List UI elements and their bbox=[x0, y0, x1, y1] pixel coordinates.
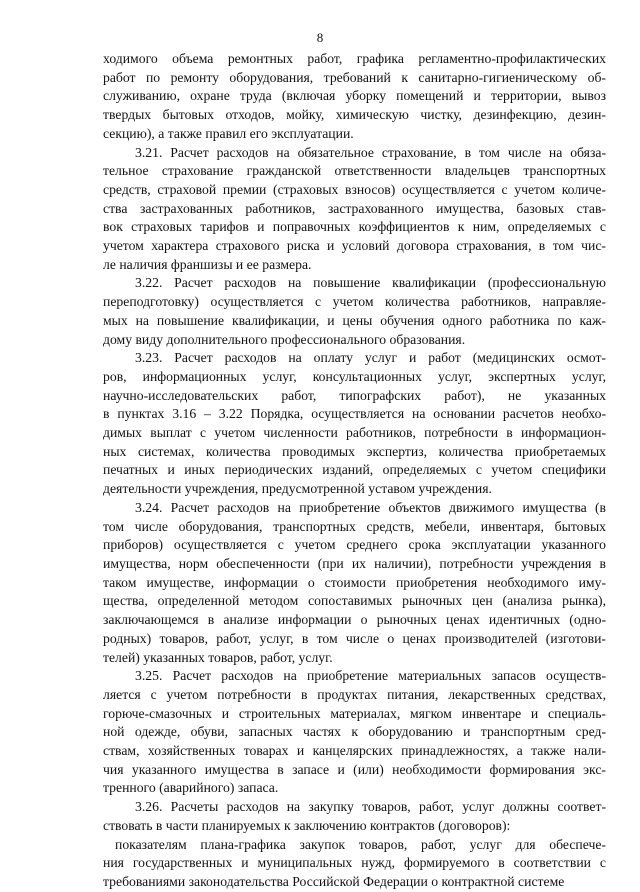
text-line: печатных и иных периодических изданий, определяемых с учетом специфики bbox=[103, 462, 606, 478]
paragraph-p3-26 bbox=[103, 798, 606, 835]
text-line: переподготовку) осуществляется с учетом количества работников, направляе- bbox=[103, 294, 606, 310]
paragraph-p3-22 bbox=[103, 274, 606, 349]
text-line: средств, страховой премии (страховых взносов) осуществляется с учетом количе- bbox=[103, 181, 606, 197]
text-line: вок страховых тарифов и поправочных коэффициентов к ним, определяемых с bbox=[103, 219, 606, 235]
text-line: ния государственных и муниципальных нужд, формируемого в соответствии с bbox=[103, 855, 606, 871]
text-line: твердых бытовых отходов, мойку, химическую чистку, дезинфекцию, дезин- bbox=[103, 107, 606, 123]
text-line: ходимого объема ремонтных работ, графика регламентно-профилактических bbox=[103, 51, 606, 66]
text-line: 3.23. Расчет расходов на оплату услуг и работ (медицинских осмот- bbox=[135, 350, 606, 366]
paragraph-p3-21 bbox=[103, 144, 606, 275]
text-line: тельное страхование гражданской ответственности владельцев транспортных bbox=[103, 163, 606, 179]
text-line: чия указанного имущества в запасе и (или) необходимости формирования экс- bbox=[103, 761, 606, 777]
paragraph-cont bbox=[103, 50, 606, 144]
text-line: ле наличия франшизы и ее размера. bbox=[103, 256, 312, 272]
paragraph-p3-25 bbox=[103, 667, 606, 798]
text-line: телей) указанных товаров, работ, услуг. bbox=[103, 649, 333, 665]
text-line: 3.21. Расчет расходов на обязательное страхование, в том числе на обяза- bbox=[135, 144, 606, 160]
text-line: учетом характера страхового риска и условий договора страхования, в том чис- bbox=[103, 238, 606, 254]
text-line: служиванию, охране труда (включая уборку помещений и территории, вывоз bbox=[103, 88, 606, 104]
text-line: ляется с учетом потребности в продуктах питания, лекарственных средствах, bbox=[103, 686, 606, 702]
text-line: работ по ремонту оборудования, требований к санитарно-гигиеническому об- bbox=[103, 69, 606, 85]
text-line: имущества, норм обеспеченности (при их наличии), потребности учреждения в bbox=[103, 555, 606, 571]
text-line: 3.22. Расчет расходов на повышение квалификации (профессиональную bbox=[135, 275, 606, 291]
text-line: ных системах, количества проводимых экспертиз, количества приобретаемых bbox=[103, 443, 606, 459]
paragraph-p3-24 bbox=[103, 499, 606, 667]
text-line: щества, определенной методом сопоставимых рыночных цен (анализа рынка), bbox=[103, 593, 606, 609]
document-body bbox=[103, 50, 606, 892]
text-line: горюче-смазочных и строительных материалах, мягком инвентаре и специаль- bbox=[103, 705, 606, 721]
paragraph-p3-26-a bbox=[103, 836, 606, 892]
text-line: том числе оборудования, транспортных средств, мебели, инвентаря, бытовых bbox=[103, 518, 606, 534]
text-line: 3.24. Расчет расходов на приобретение объектов движимого имущества (в bbox=[135, 499, 606, 515]
text-line: ствовать в части планируемых к заключению контрактов (договоров): bbox=[103, 817, 511, 833]
text-line: ствам, хозяйственных товарах и канцелярских принадлежностях, а также нали- bbox=[103, 743, 606, 759]
text-line: в пунктах 3.16 – 3.22 Порядка, осуществляется на основании расчетов необхо- bbox=[103, 406, 606, 422]
text-line: ров, информационных услуг, консультационных услуг, экспертных услуг, bbox=[103, 368, 606, 384]
text-line: ства застрахованных работников, застрахованного имущества, базовых став- bbox=[103, 200, 606, 216]
text-line: приборов) осуществляется с учетом среднего срока эксплуатации указанного bbox=[103, 537, 606, 553]
text-line: 3.25. Расчет расходов на приобретение материальных запасов осуществ- bbox=[135, 668, 606, 684]
text-line: деятельности учреждения, предусмотренной уставом учреждения. bbox=[103, 481, 492, 497]
page-number: 8 bbox=[316, 30, 324, 45]
paragraph-p3-23 bbox=[103, 349, 606, 499]
text-line: таком имуществе, информации о стоимости приобретения необходимого иму- bbox=[103, 574, 606, 590]
text-line: ной одежде, обуви, запасных частях к оборудованию и транспортным сред- bbox=[103, 724, 606, 740]
text-line: родных) товаров, работ, услуг, в том числе о ценах производителей (изготови- bbox=[103, 630, 606, 646]
text-line: мых на повышение квалификации, и цены обучения одного работника по каж- bbox=[103, 312, 606, 328]
text-line: секцию), а также правил его эксплуатации. bbox=[103, 125, 354, 141]
text-line: дому виду дополнительного профессионального образования. bbox=[103, 331, 466, 347]
text-line: димых выплат с учетом численности работников, потребности в информацион- bbox=[103, 425, 606, 441]
text-line: требованиями законодательства Российской Федерации о контрактной системе bbox=[103, 873, 565, 889]
text-line: заключающемся в анализе информации о рыночных ценах идентичных (одно- bbox=[103, 612, 606, 628]
text-line: показателям плана-графика закупок товаров, работ, услуг для обеспече- bbox=[115, 836, 606, 852]
text-line: тренного (аварийного) запаса. bbox=[103, 780, 279, 796]
text-line: научно-исследовательских работ, типографских работ), не указанных bbox=[103, 387, 606, 403]
text-line: 3.26. Расчеты расходов на закупку товаров, работ, услуг должны соответ- bbox=[135, 799, 606, 815]
